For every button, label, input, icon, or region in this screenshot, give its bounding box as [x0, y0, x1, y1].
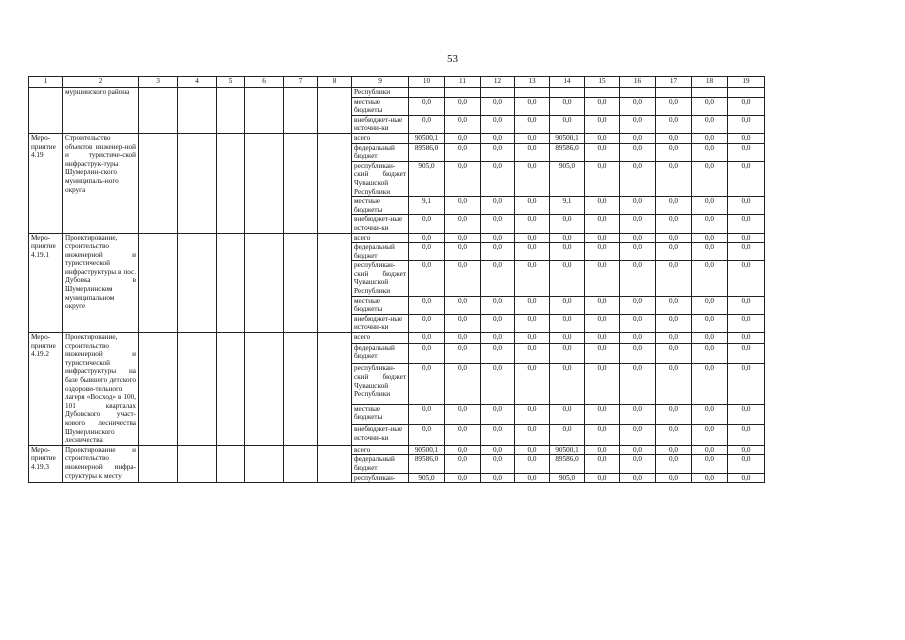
value-cell: 0,0 [620, 314, 656, 332]
empty-cell [318, 133, 352, 233]
value-cell: 0,0 [656, 445, 692, 455]
empty-cell [245, 233, 284, 333]
value-cell: 0,0 [445, 404, 481, 425]
page-number: 53 [447, 53, 458, 65]
value-cell: 0,0 [692, 197, 728, 215]
value-cell: 0,0 [728, 197, 765, 215]
value-cell: 0,0 [620, 243, 656, 261]
empty-cell [217, 133, 245, 233]
empty-cell [284, 333, 318, 446]
value-cell: 0,0 [550, 261, 585, 296]
value-cell: 0,0 [728, 364, 765, 404]
column-number: 3 [139, 77, 178, 88]
value-cell: 0,0 [481, 404, 515, 425]
value-cell: 0,0 [656, 296, 692, 314]
value-cell: 0,0 [481, 455, 515, 473]
column-number: 7 [284, 77, 318, 88]
value-cell: 0,0 [692, 333, 728, 344]
value-cell: 0,0 [409, 314, 445, 332]
empty-cell [318, 333, 352, 446]
value-cell: 0,0 [409, 296, 445, 314]
empty-cell [245, 445, 284, 482]
value-cell: 90500,1 [409, 133, 445, 143]
funding-source: внебюджет-ные источни-ки [352, 215, 409, 233]
value-cell: 0,0 [692, 115, 728, 133]
value-cell: 90500,1 [550, 445, 585, 455]
empty-cell [139, 445, 178, 482]
empty-cell [217, 233, 245, 333]
value-cell: 89586,0 [550, 455, 585, 473]
value-cell: 0,0 [620, 445, 656, 455]
funding-source: местные бюджеты [352, 97, 409, 115]
value-cell: 0,0 [409, 115, 445, 133]
value-cell: 0,0 [515, 455, 550, 473]
value-cell: 0,0 [692, 445, 728, 455]
value-cell: 0,0 [550, 343, 585, 364]
value-cell: 0,0 [620, 343, 656, 364]
value-cell: 0,0 [550, 425, 585, 446]
measure-name: Проектирование и строительство инженерной инфра-структуры к месту [63, 445, 139, 482]
column-number: 13 [515, 77, 550, 88]
value-cell: 0,0 [550, 215, 585, 233]
value-cell: 0,0 [409, 243, 445, 261]
value-cell: 905,0 [409, 473, 445, 483]
value-cell: 0,0 [481, 473, 515, 483]
value-cell: 0,0 [515, 197, 550, 215]
measure-code: Меро-приятие 4.19.3 [29, 445, 63, 482]
funding-source: местные бюджеты [352, 197, 409, 215]
value-cell: 90500,1 [409, 445, 445, 455]
value-cell: 0,0 [585, 233, 620, 243]
measure-code [29, 88, 63, 134]
funding-source: местные бюджеты [352, 404, 409, 425]
column-number: 9 [352, 77, 409, 88]
value-cell [550, 88, 585, 98]
value-cell: 0,0 [728, 425, 765, 446]
value-cell: 0,0 [550, 333, 585, 344]
value-cell: 0,0 [620, 115, 656, 133]
value-cell: 0,0 [728, 115, 765, 133]
funding-source: всего [352, 133, 409, 143]
value-cell [515, 88, 550, 98]
value-cell: 0,0 [445, 364, 481, 404]
measure-name: Проектирование, строительство инженерной и туристической инфраструктуры на базе бывшего детского оздорови-тельного лагеря «Восход» в 100, 101 кварталах Дубовского участ-кового лесничества Шумерлинского лесничества [63, 333, 139, 446]
value-cell [445, 88, 481, 98]
value-cell: 0,0 [728, 161, 765, 196]
value-cell: 0,0 [550, 97, 585, 115]
value-cell: 0,0 [550, 115, 585, 133]
value-cell: 0,0 [656, 143, 692, 161]
value-cell: 0,0 [445, 445, 481, 455]
value-cell: 0,0 [692, 161, 728, 196]
value-cell: 0,0 [445, 233, 481, 243]
value-cell: 0,0 [585, 425, 620, 446]
value-cell: 0,0 [656, 133, 692, 143]
funding-source: республикан-ский бюджет Чувашской Республики [352, 261, 409, 296]
empty-cell [245, 333, 284, 446]
value-cell: 0,0 [481, 243, 515, 261]
column-number: 5 [217, 77, 245, 88]
value-cell: 0,0 [620, 404, 656, 425]
value-cell: 0,0 [692, 133, 728, 143]
value-cell: 0,0 [445, 473, 481, 483]
value-cell: 0,0 [550, 233, 585, 243]
value-cell: 0,0 [585, 143, 620, 161]
value-cell: 0,0 [620, 425, 656, 446]
column-number: 15 [585, 77, 620, 88]
value-cell: 0,0 [620, 143, 656, 161]
value-cell: 0,0 [620, 364, 656, 404]
value-cell: 0,0 [481, 143, 515, 161]
empty-cell [318, 88, 352, 134]
value-cell [620, 88, 656, 98]
value-cell: 0,0 [656, 343, 692, 364]
value-cell: 0,0 [728, 314, 765, 332]
value-cell: 0,0 [481, 364, 515, 404]
value-cell: 0,0 [656, 243, 692, 261]
value-cell: 0,0 [585, 243, 620, 261]
value-cell: 89586,0 [550, 143, 585, 161]
empty-cell [318, 233, 352, 333]
empty-cell [245, 133, 284, 233]
value-cell: 0,0 [481, 333, 515, 344]
value-cell: 0,0 [481, 115, 515, 133]
value-cell: 0,0 [515, 445, 550, 455]
value-cell: 0,0 [620, 333, 656, 344]
value-cell: 0,0 [409, 97, 445, 115]
value-cell: 0,0 [692, 425, 728, 446]
funding-source: внебюджет-ные источни-ки [352, 314, 409, 332]
value-cell: 0,0 [585, 343, 620, 364]
table-row [29, 333, 765, 344]
value-cell: 0,0 [409, 215, 445, 233]
value-cell: 0,0 [692, 296, 728, 314]
funding-source: внебюджет-ные источни-ки [352, 425, 409, 446]
funding-source: всего [352, 233, 409, 243]
funding-source: республикан-ский бюджет Чувашской Республики [352, 161, 409, 196]
value-cell: 905,0 [409, 161, 445, 196]
value-cell: 0,0 [728, 97, 765, 115]
value-cell: 0,0 [656, 115, 692, 133]
empty-cell [217, 333, 245, 446]
measure-code: Меро-приятие 4.19.1 [29, 233, 63, 333]
value-cell: 0,0 [656, 97, 692, 115]
column-number: 19 [728, 77, 765, 88]
value-cell: 0,0 [656, 261, 692, 296]
value-cell: 0,0 [728, 261, 765, 296]
value-cell: 0,0 [656, 404, 692, 425]
value-cell: 0,0 [728, 143, 765, 161]
value-cell: 9,1 [550, 197, 585, 215]
value-cell: 0,0 [692, 343, 728, 364]
column-number-row [29, 77, 765, 88]
measure-name: муршинского района [63, 88, 139, 134]
value-cell: 0,0 [620, 197, 656, 215]
column-number: 1 [29, 77, 63, 88]
value-cell: 0,0 [620, 296, 656, 314]
funding-source: федеральный бюджет [352, 143, 409, 161]
value-cell: 0,0 [656, 233, 692, 243]
funding-source: всего [352, 445, 409, 455]
column-number: 12 [481, 77, 515, 88]
value-cell: 0,0 [409, 364, 445, 404]
value-cell: 0,0 [728, 455, 765, 473]
value-cell: 0,0 [692, 314, 728, 332]
measure-name: Проектирование, строительство инженерной и туристической инфраструктуры в пос. Дубовка в Шумерлинском муниципальном округе [63, 233, 139, 333]
value-cell: 0,0 [515, 261, 550, 296]
value-cell: 0,0 [585, 364, 620, 404]
value-cell: 0,0 [445, 296, 481, 314]
value-cell: 0,0 [481, 197, 515, 215]
value-cell: 0,0 [515, 473, 550, 483]
value-cell: 0,0 [481, 97, 515, 115]
value-cell: 0,0 [620, 261, 656, 296]
value-cell: 0,0 [692, 455, 728, 473]
value-cell: 0,0 [445, 115, 481, 133]
value-cell: 0,0 [481, 296, 515, 314]
value-cell: 0,0 [550, 404, 585, 425]
value-cell: 0,0 [409, 333, 445, 344]
empty-cell [284, 133, 318, 233]
value-cell: 0,0 [620, 455, 656, 473]
value-cell: 0,0 [445, 161, 481, 196]
value-cell: 0,0 [656, 364, 692, 404]
value-cell: 0,0 [515, 314, 550, 332]
value-cell: 905,0 [550, 161, 585, 196]
value-cell: 0,0 [585, 314, 620, 332]
value-cell: 0,0 [445, 343, 481, 364]
value-cell: 0,0 [620, 215, 656, 233]
funding-source: республикан- [352, 473, 409, 483]
value-cell: 0,0 [620, 97, 656, 115]
value-cell: 0,0 [585, 97, 620, 115]
value-cell: 0,0 [585, 473, 620, 483]
value-cell: 90500,1 [550, 133, 585, 143]
value-cell: 0,0 [692, 97, 728, 115]
value-cell: 0,0 [585, 261, 620, 296]
column-number: 16 [620, 77, 656, 88]
measure-name: Строительство объектов инженер-ной и туристиче-ской инфраструк-туры Шумерлин-ского муниципаль-ного округа [63, 133, 139, 233]
value-cell: 0,0 [515, 143, 550, 161]
funding-table [28, 76, 765, 483]
value-cell: 0,0 [656, 425, 692, 446]
value-cell: 0,0 [728, 233, 765, 243]
value-cell: 0,0 [445, 314, 481, 332]
value-cell: 0,0 [656, 473, 692, 483]
value-cell: 0,0 [550, 296, 585, 314]
empty-cell [178, 333, 217, 446]
column-number: 17 [656, 77, 692, 88]
empty-cell [139, 133, 178, 233]
empty-cell [139, 88, 178, 134]
value-cell: 0,0 [620, 473, 656, 483]
value-cell: 0,0 [515, 161, 550, 196]
funding-source: внебюджет-ные источни-ки [352, 115, 409, 133]
value-cell: 0,0 [445, 97, 481, 115]
value-cell: 0,0 [585, 296, 620, 314]
value-cell: 9,1 [409, 197, 445, 215]
value-cell: 0,0 [656, 314, 692, 332]
value-cell: 0,0 [585, 215, 620, 233]
value-cell: 0,0 [692, 404, 728, 425]
value-cell: 0,0 [550, 314, 585, 332]
value-cell: 0,0 [445, 215, 481, 233]
funding-source: Республики [352, 88, 409, 98]
empty-cell [318, 445, 352, 482]
value-cell: 0,0 [445, 425, 481, 446]
value-cell: 0,0 [585, 333, 620, 344]
value-cell: 0,0 [728, 343, 765, 364]
value-cell: 0,0 [515, 404, 550, 425]
value-cell: 0,0 [515, 215, 550, 233]
table-row [29, 133, 765, 143]
value-cell: 0,0 [692, 473, 728, 483]
column-number: 14 [550, 77, 585, 88]
empty-cell [178, 233, 217, 333]
table-row [29, 88, 765, 98]
empty-cell [178, 133, 217, 233]
empty-cell [284, 445, 318, 482]
empty-cell [178, 445, 217, 482]
column-number: 10 [409, 77, 445, 88]
value-cell: 0,0 [409, 404, 445, 425]
empty-cell [217, 445, 245, 482]
empty-cell [245, 88, 284, 134]
empty-cell [284, 88, 318, 134]
funding-source: федеральный бюджет [352, 243, 409, 261]
value-cell: 0,0 [515, 343, 550, 364]
value-cell: 0,0 [481, 215, 515, 233]
value-cell: 0,0 [481, 425, 515, 446]
value-cell: 89586,0 [409, 143, 445, 161]
funding-source: федеральный бюджет [352, 455, 409, 473]
empty-cell [217, 88, 245, 134]
value-cell: 0,0 [515, 333, 550, 344]
value-cell: 0,0 [481, 261, 515, 296]
funding-source: местные бюджеты [352, 296, 409, 314]
value-cell: 0,0 [515, 296, 550, 314]
value-cell: 0,0 [656, 161, 692, 196]
value-cell: 0,0 [515, 133, 550, 143]
table-row [29, 445, 765, 455]
value-cell: 0,0 [728, 215, 765, 233]
value-cell: 0,0 [481, 445, 515, 455]
value-cell: 0,0 [728, 333, 765, 344]
value-cell: 0,0 [481, 343, 515, 364]
value-cell: 0,0 [445, 455, 481, 473]
column-number: 11 [445, 77, 481, 88]
value-cell: 0,0 [585, 197, 620, 215]
value-cell: 0,0 [481, 314, 515, 332]
value-cell: 0,0 [728, 133, 765, 143]
value-cell [409, 88, 445, 98]
value-cell: 0,0 [515, 425, 550, 446]
value-cell [728, 88, 765, 98]
value-cell: 0,0 [515, 243, 550, 261]
value-cell: 905,0 [550, 473, 585, 483]
empty-cell [139, 333, 178, 446]
value-cell: 89586,0 [409, 455, 445, 473]
value-cell: 0,0 [445, 333, 481, 344]
value-cell: 0,0 [585, 445, 620, 455]
value-cell: 0,0 [445, 261, 481, 296]
value-cell: 0,0 [481, 133, 515, 143]
value-cell: 0,0 [445, 197, 481, 215]
value-cell: 0,0 [692, 143, 728, 161]
empty-cell [284, 233, 318, 333]
value-cell: 0,0 [585, 455, 620, 473]
column-number: 2 [63, 77, 139, 88]
value-cell: 0,0 [692, 243, 728, 261]
value-cell: 0,0 [445, 243, 481, 261]
value-cell: 0,0 [481, 161, 515, 196]
value-cell: 0,0 [620, 161, 656, 196]
value-cell: 0,0 [409, 233, 445, 243]
value-cell: 0,0 [620, 233, 656, 243]
value-cell: 0,0 [445, 133, 481, 143]
column-number: 8 [318, 77, 352, 88]
value-cell: 0,0 [728, 445, 765, 455]
value-cell: 0,0 [692, 233, 728, 243]
column-number: 4 [178, 77, 217, 88]
empty-cell [178, 88, 217, 134]
table-body [29, 77, 765, 483]
measure-code: Меро-приятие 4.19.2 [29, 333, 63, 446]
value-cell: 0,0 [550, 243, 585, 261]
value-cell: 0,0 [620, 133, 656, 143]
value-cell [656, 88, 692, 98]
value-cell: 0,0 [656, 333, 692, 344]
value-cell [585, 88, 620, 98]
empty-cell [139, 233, 178, 333]
value-cell: 0,0 [409, 261, 445, 296]
value-cell: 0,0 [445, 143, 481, 161]
value-cell [692, 88, 728, 98]
value-cell: 0,0 [585, 161, 620, 196]
value-cell: 0,0 [656, 215, 692, 233]
value-cell: 0,0 [692, 364, 728, 404]
value-cell: 0,0 [656, 197, 692, 215]
funding-source: всего [352, 333, 409, 344]
funding-source: республикан-ский бюджет Чувашской Республики [352, 364, 409, 404]
value-cell: 0,0 [692, 261, 728, 296]
value-cell: 0,0 [692, 215, 728, 233]
table-row [29, 233, 765, 243]
value-cell: 0,0 [550, 364, 585, 404]
value-cell: 0,0 [728, 296, 765, 314]
column-number: 18 [692, 77, 728, 88]
value-cell: 0,0 [585, 133, 620, 143]
value-cell: 0,0 [728, 404, 765, 425]
value-cell: 0,0 [515, 97, 550, 115]
column-number: 6 [245, 77, 284, 88]
value-cell: 0,0 [585, 404, 620, 425]
value-cell: 0,0 [409, 425, 445, 446]
value-cell: 0,0 [585, 115, 620, 133]
value-cell: 0,0 [728, 473, 765, 483]
value-cell [481, 88, 515, 98]
value-cell: 0,0 [656, 455, 692, 473]
value-cell: 0,0 [481, 233, 515, 243]
value-cell: 0,0 [409, 343, 445, 364]
value-cell: 0,0 [515, 233, 550, 243]
measure-code: Меро-приятие 4.19 [29, 133, 63, 233]
value-cell: 0,0 [515, 364, 550, 404]
value-cell: 0,0 [728, 243, 765, 261]
value-cell: 0,0 [515, 115, 550, 133]
funding-source: федеральный бюджет [352, 343, 409, 364]
